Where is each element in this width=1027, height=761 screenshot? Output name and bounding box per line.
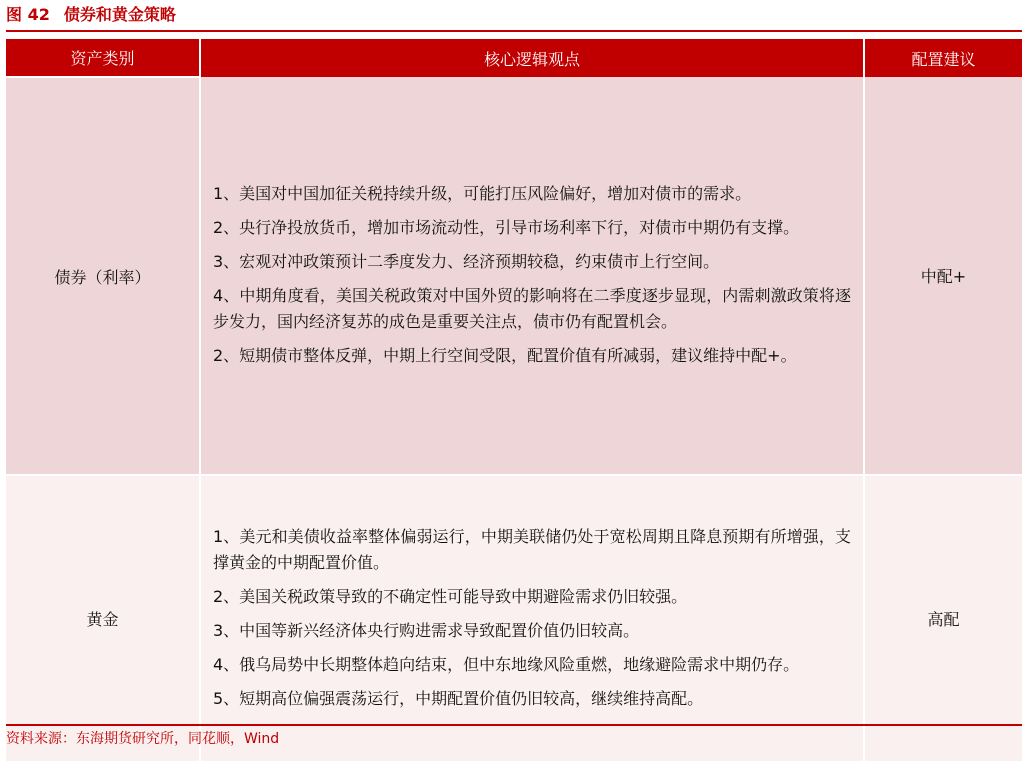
logic-point: 4、俄乌局势中长期整体趋向结束，但中东地缘风险重燃，地缘避险需求中期仍存。 — [213, 655, 800, 674]
table-header-row — [6, 39, 1022, 77]
header-recommendation: 配置建议 — [864, 39, 1022, 77]
asset-category: 黄金 — [6, 475, 200, 761]
strategy-table — [6, 39, 1022, 761]
recommendation-cell: 中配+ — [864, 77, 1022, 475]
header-asset-class: 资产类别 — [6, 39, 200, 77]
logic-point: 4、中期角度看，美国关税政策对中国外贸的影响将在二季度逐步显现，内需刺激政策将逐步发力，国内经济复苏的成色是重要关注点，债市仍有配置机会。 — [213, 286, 851, 331]
recommendation-cell: 高配 — [864, 475, 1022, 761]
table-row-gold — [6, 475, 1022, 761]
logic-point: 5、短期高位偏强震荡运行，中期配置价值仍旧较高，继续维持高配。 — [213, 689, 704, 708]
logic-point: 3、中国等新兴经济体央行购进需求导致配置价值仍旧较高。 — [213, 621, 640, 640]
title-divider — [6, 30, 1022, 32]
logic-point: 1、美元和美债收益率整体偏弱运行，中期美联储仍处于宽松周期且降息预期有所增强，支撑黄金的中期配置价值。 — [213, 527, 851, 572]
header-core-logic: 核心逻辑观点 — [200, 39, 864, 77]
logic-point: 2、美国关税政策导致的不确定性可能导致中期避险需求仍旧较强。 — [213, 587, 688, 606]
core-logic-cell — [200, 475, 864, 761]
source-divider — [6, 724, 1022, 726]
figure-title-text: 债券和黄金策略 — [63, 5, 176, 24]
core-logic-cell — [200, 77, 864, 475]
figure-number: 图 42 — [6, 5, 50, 24]
table-row-bond — [6, 77, 1022, 475]
logic-point: 3、宏观对冲政策预计二季度发力、经济预期较稳，约束债市上行空间。 — [213, 252, 720, 271]
figure-title — [6, 4, 176, 26]
logic-point: 2、央行净投放货币，增加市场流动性，引导市场利率下行，对债市中期仍有支撑。 — [213, 218, 800, 237]
logic-point: 1、美国对中国加征关税持续升级，可能打压风险偏好，增加对债市的需求。 — [213, 184, 752, 203]
source-note: 资料来源：东海期货研究所，同花顺，Wind — [6, 731, 280, 747]
logic-point: 2、短期债市整体反弹，中期上行空间受限，配置价值有所减弱，建议维持中配+。 — [213, 346, 797, 365]
asset-category: 债券（利率） — [6, 77, 200, 475]
